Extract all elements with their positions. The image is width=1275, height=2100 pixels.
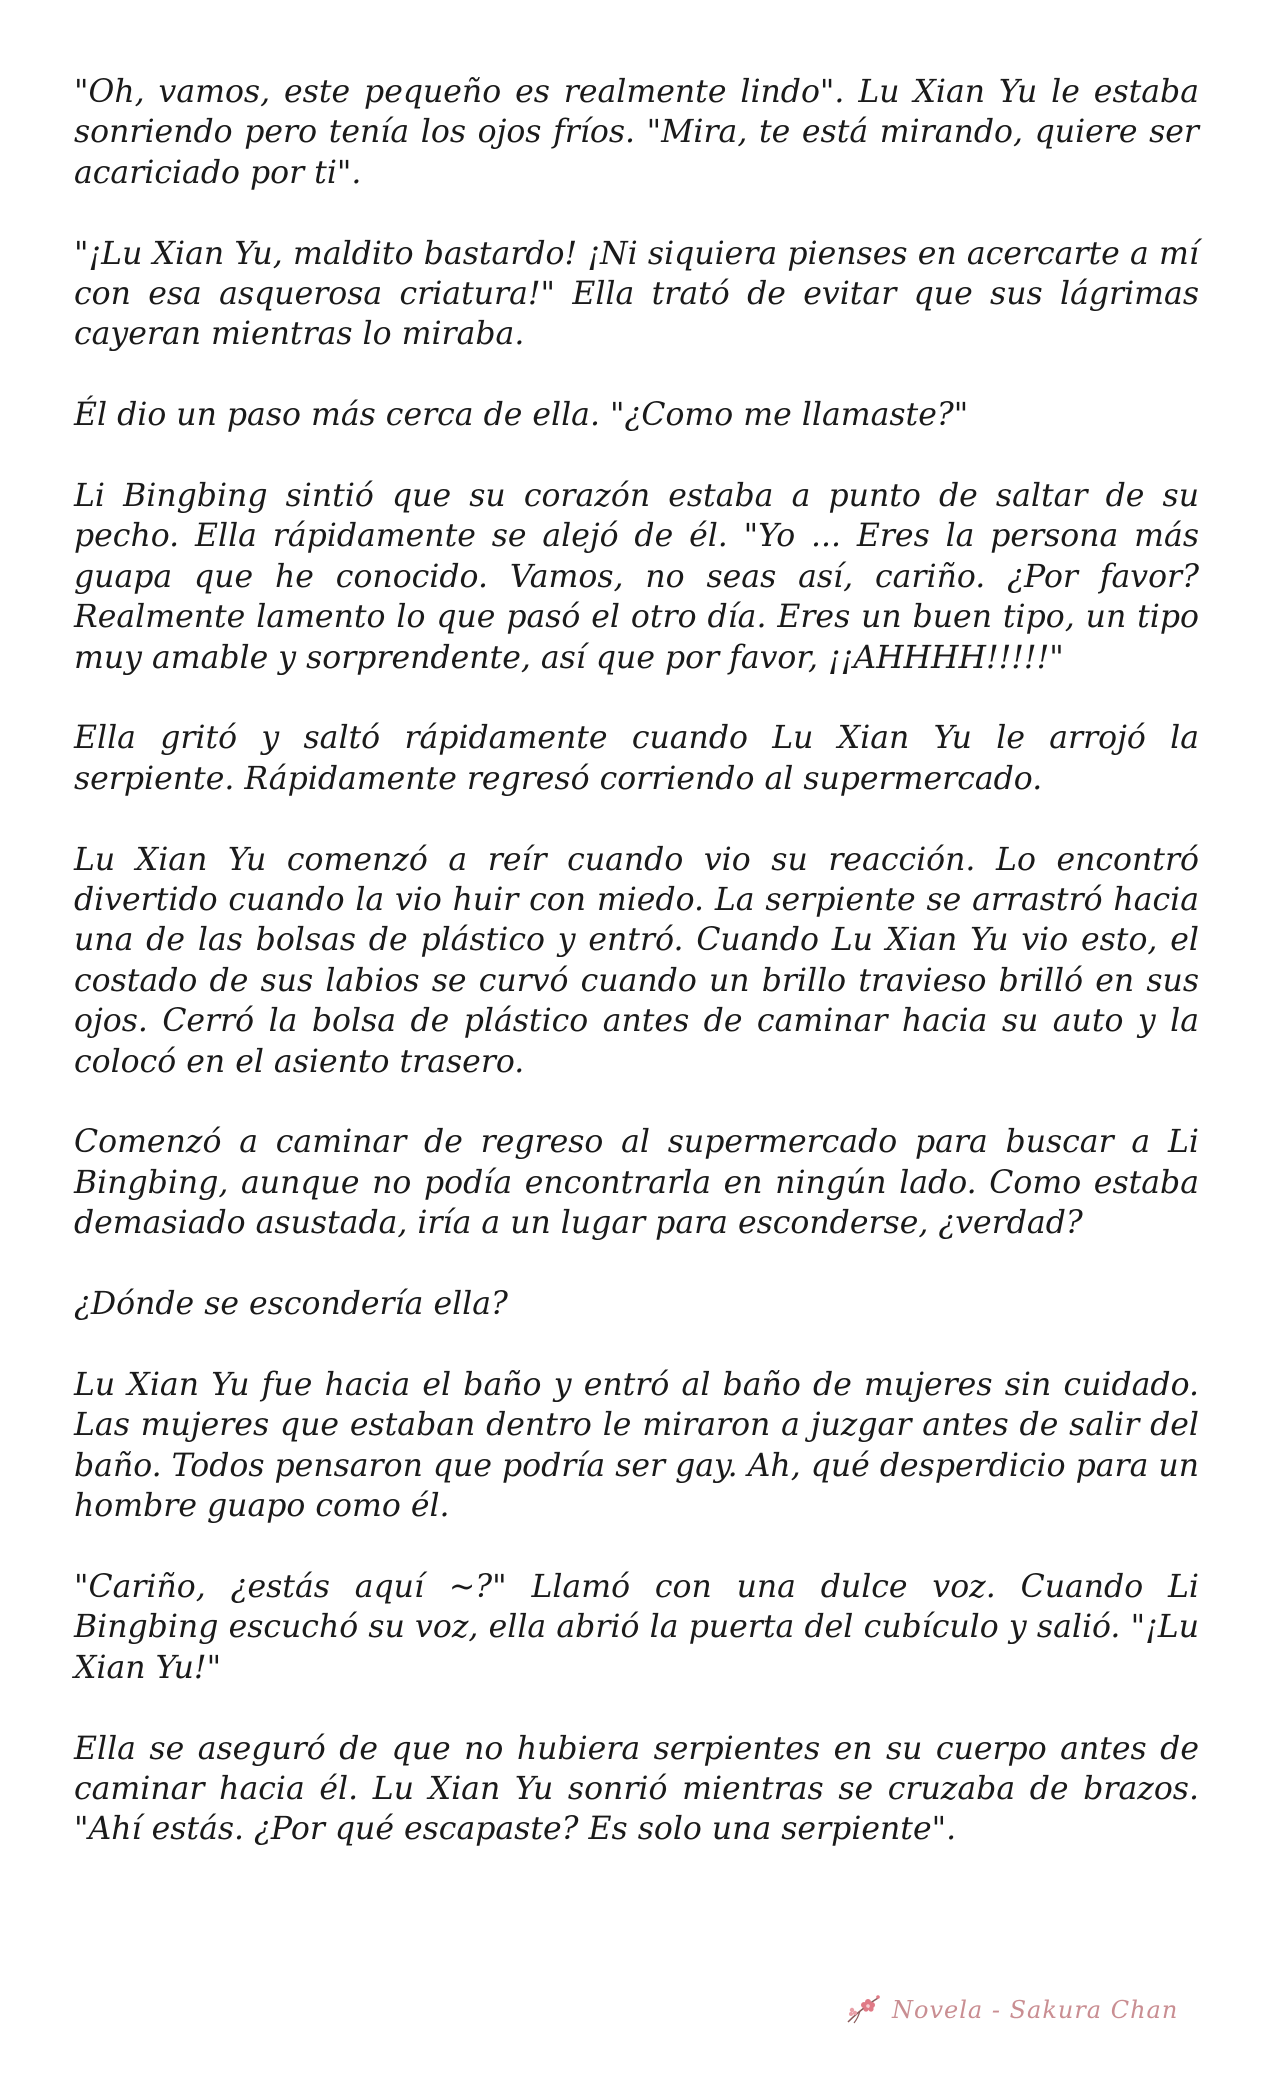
paragraph: Ella se aseguró de que no hubiera serpientes en su cuerpo antes de caminar hacia él. Lu Xian Yu sonrió mientras se cruzaba de brazos. "Ahí estás. ¿Por qué escapaste? Es solo una serpiente". (74, 1730, 1199, 1848)
watermark (842, 1990, 1178, 2030)
cherry-blossom-icon (842, 1992, 884, 2028)
watermark-text: Novela - Sakura Chan (892, 1996, 1179, 2024)
paragraph: Li Bingbing sintió que su corazón estaba a punto de saltar de su pecho. Ella rápidamente se alejó de él. "Yo ... Eres la persona más guapa que he conocido. Vamos, no seas así, cariño. ¿Por favor? Realmente lamento lo que pasó el otro día. Eres un buen tipo, un tipo muy amable y sorprendente, así que por favor, ¡¡AHHHH!!!!!" (74, 478, 1199, 676)
paragraph: Él dio un paso más cerca de ella. "¿Como me llamaste?" (74, 397, 969, 434)
paragraph: ¿Dónde se escondería ella? (74, 1286, 508, 1323)
paragraph: "¡Lu Xian Yu, maldito bastardo! ¡Ni siquiera pienses en acercarte a mí con esa asquerosa criatura!" Ella trató de evitar que sus lágrimas cayeran mientras lo miraba. (74, 235, 1199, 353)
paragraph: Lu Xian Yu comenzó a reír cuando vio su reacción. Lo encontró divertido cuando la vio huir con miedo. La serpiente se arrastró hacia una de las bolsas de plástico y entró. Cuando Lu Xian Yu vio esto, el costado de sus labios se curvó cuando un brillo travieso brilló en sus ojos. Cerró la bolsa de plástico antes de caminar hacia su auto y la colocó en el asiento trasero. (74, 841, 1199, 1080)
paragraph: Comenzó a caminar de regreso al supermercado para buscar a Li Bingbing, aunque no podía encontrarla en ningún lado. Como estaba demasiado asustada, iría a un lugar para esconderse, ¿verdad? (74, 1124, 1199, 1242)
paragraph: Lu Xian Yu fue hacia el baño y entró al baño de mujeres sin cuidado. Las mujeres que estaban dentro le miraron a juzgar antes de salir del baño. Todos pensaron que podría ser gay. Ah, qué desperdicio para un hombre guapo como él. (74, 1366, 1199, 1525)
paragraph: "Cariño, ¿estás aquí ~?" Llamó con una dulce voz. Cuando Li Bingbing escuchó su voz, ella abrió la puerta del cubículo y salió. "¡Lu Xian Yu!" (74, 1568, 1199, 1686)
paragraph: "Oh, vamos, este pequeño es realmente lindo". Lu Xian Yu le estaba sonriendo pero tenía los ojos fríos. "Mira, te está mirando, quiere ser acariciado por ti". (74, 74, 1199, 191)
document-body (74, 72, 1199, 1890)
paragraph: Ella gritó y saltó rápidamente cuando Lu Xian Yu le arrojó la serpiente. Rápidamente regresó corriendo al supermercado. (74, 720, 1199, 797)
